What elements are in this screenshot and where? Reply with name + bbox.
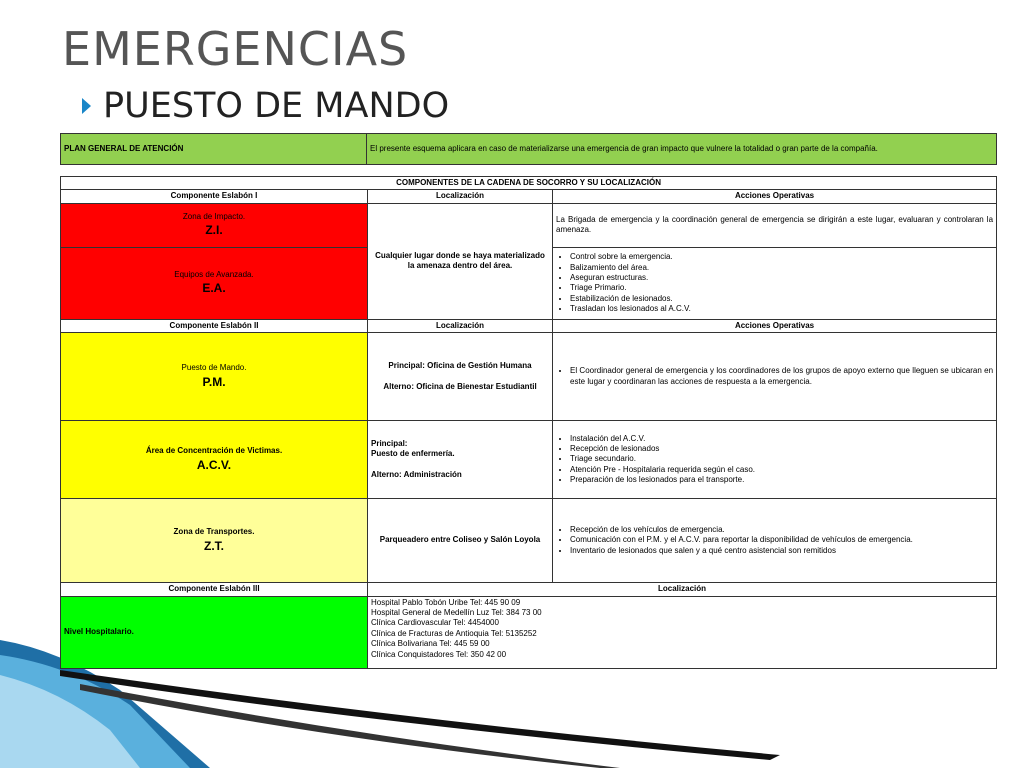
header3-location: Localización: [368, 583, 997, 596]
pm-location-primary: Principal: Oficina de Gestión Humana: [388, 361, 532, 371]
acv-cell: [61, 421, 368, 499]
list-item: • Control sobre la emergencia.: [570, 252, 993, 262]
zi-name: Zona de Impacto.: [182, 211, 246, 221]
ea-code: E.A.: [202, 281, 226, 296]
zt-cell: [61, 499, 368, 583]
list-item: • Preparación de los lesionados para el transporte.: [570, 475, 993, 485]
plan-label: PLAN GENERAL DE ATENCIÓN: [61, 134, 367, 165]
nh-hospitals: [368, 596, 997, 668]
header1-location: Localización: [368, 190, 553, 203]
nh-cell: Nivel Hospitalario.: [61, 596, 368, 668]
list-item: • Aseguran estructuras.: [570, 273, 993, 283]
acv-location-primary: Principal:: [371, 439, 408, 449]
acv-location-alternate: Alterno: Administración: [371, 469, 462, 479]
list-item: • El Coordinador general de emergencia y los coordinadores de los grupos de apoyo externo que lleguen se ubicaran en este lugar y coordinaran las acciones de respuesta a la emergencia.: [570, 366, 993, 387]
zt-actions: [553, 499, 997, 583]
list-item: Clínica de Fracturas de Antioquia Tel: 5135252: [371, 628, 537, 638]
acv-location: [368, 421, 553, 499]
components-table: [60, 176, 997, 669]
list-item: • Recepción de los vehículos de emergencia.: [570, 525, 993, 535]
pm-code: P.M.: [202, 374, 226, 389]
header2-actions: Acciones Operativas: [553, 319, 997, 332]
shared-location: Cualquier lugar donde se haya materializado la amenaza dentro del área.: [368, 203, 553, 319]
list-item: • Recepción de lesionados: [570, 444, 993, 454]
acv-location-primary-detail: Puesto de enfermería.: [371, 449, 455, 459]
ea-actions: [553, 247, 997, 319]
list-item: Clínica Cardiovascular Tel: 4454000: [371, 618, 499, 628]
arrow-bullet-icon: [82, 98, 91, 114]
list-item: • Triage Primario.: [570, 283, 993, 293]
header1-actions: Acciones Operativas: [553, 190, 997, 203]
zt-code: Z.T.: [204, 538, 224, 553]
list-item: • Triage secundario.: [570, 454, 993, 464]
components-title: COMPONENTES DE LA CADENA DE SOCORRO Y SU LOCALIZACIÓN: [61, 177, 997, 190]
zt-location: Parqueadero entre Coliseo y Salón Loyola: [368, 499, 553, 583]
ea-cell: [61, 247, 368, 319]
header2-location: Localización: [368, 319, 553, 332]
subtitle-row: [82, 86, 449, 126]
header2-component: Componente Eslabón II: [61, 319, 368, 332]
list-item: Clínica Bolivariana Tel: 445 59 00: [371, 639, 490, 649]
list-item: Hospital General de Medellín Luz Tel: 384 73 00: [371, 607, 542, 617]
header1-component: Componente Eslabón I: [61, 190, 368, 203]
zi-code: Z.I.: [205, 223, 223, 238]
zi-cell: [61, 203, 368, 247]
pm-actions: [553, 333, 997, 421]
plan-table: [60, 133, 997, 165]
list-item: Clínica Conquistadores Tel: 350 42 00: [371, 649, 507, 659]
acv-code: A.C.V.: [196, 457, 232, 472]
list-item: Hospital Pablo Tobón Uribe Tel: 445 90 09: [371, 597, 521, 607]
acv-name: Área de Concentración de Victimas.: [145, 446, 283, 456]
pm-location: [368, 333, 553, 421]
pm-name: Puesto de Mando.: [181, 363, 247, 373]
header3-component: Componente Eslabón III: [61, 583, 368, 596]
list-item: • Balizamiento del área.: [570, 263, 993, 273]
zt-name: Zona de Transportes.: [173, 527, 255, 537]
list-item: • Comunicación con el P.M. y el A.C.V. para reportar la disponibilidad de vehículos de emergencia.: [570, 535, 993, 545]
pm-location-alternate: Alterno: Oficina de Bienestar Estudiantil: [383, 381, 537, 391]
list-item: • Atención Pre - Hospitalaria requerida según el caso.: [570, 465, 993, 475]
ea-name: Equipos de Avanzada.: [174, 269, 254, 279]
list-item: • Inventario de lesionados que salen y a qué centro asistencial son remitidos: [570, 546, 993, 556]
page-title: EMERGENCIAS: [62, 22, 409, 76]
list-item: • Instalación del A.C.V.: [570, 434, 993, 444]
acv-actions: [553, 421, 997, 499]
plan-description: El presente esquema aplicara en caso de materializarse una emergencia de gran impacto que vulnere la totalidad o gran parte de la compañía.: [367, 134, 997, 165]
page-subtitle: PUESTO DE MANDO: [103, 86, 450, 126]
list-item: • Estabilización de lesionados.: [570, 294, 993, 304]
list-item: • Trasladan los lesionados al A.C.V.: [570, 304, 993, 314]
zi-action: La Brigada de emergencia y la coordinación general de emergencia se dirigirán a este lugar, evaluaran y controlaran la amenaza.: [553, 203, 997, 247]
pm-cell: [61, 333, 368, 421]
